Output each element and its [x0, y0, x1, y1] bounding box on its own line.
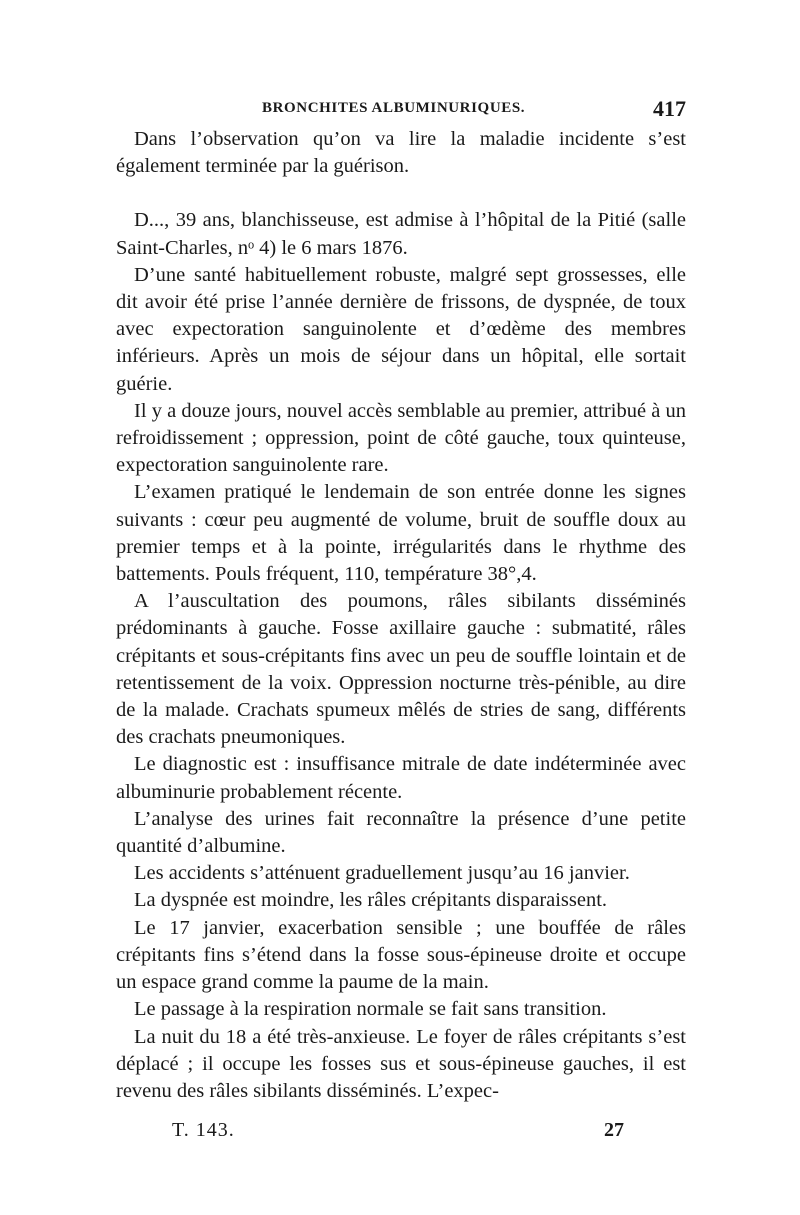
paragraph: Il y a douze jours, nouvel accès semblable au premier, attribué à un refroidissement ; oppression, point de côté gauche, toux quinteuse, expectoration sanguinolente rare. — [116, 399, 686, 477]
paragraph: Le 17 janvier, exacerbation sensible ; une bouffée de râles crépitants fins s’étend dans la fosse sous-épineuse droite et occupe un espace grand comme la paume de la main. — [116, 916, 686, 994]
paragraph: Dans l’observation qu’on va lire la maladie incidente s’est également terminée par la guérison. — [116, 128, 686, 178]
paragraph: D..., 39 ans, blanchisseuse, est admise à l’hôpital de la Pitié (salle Saint-Charles, nᵒ 4) le 6 mars 1876. — [116, 209, 686, 259]
paragraph: La dyspnée est moindre, les râles crépitants disparaissent. — [134, 889, 608, 912]
paragraph: L’examen pratiqué le lendemain de son entrée donne les signes suivants : cœur peu augmenté de volume, bruit de souffle doux au premier temps et à la pointe, irrégularités dans le rhythme des battements. Pouls fréquent, 110, température 38°,4. — [116, 481, 686, 586]
signature-mark: T. 143. — [172, 1119, 235, 1141]
body-text — [116, 126, 686, 1105]
signature-number: 27 — [604, 1119, 624, 1141]
paragraph: L’analyse des urines fait reconnaître la présence d’une petite quantité d’albumine. — [116, 807, 686, 858]
paragraph: Le passage à la respiration normale se fait sans transition. — [134, 998, 607, 1021]
running-title: BRONCHITES ALBUMINURIQUES. — [262, 100, 526, 116]
paragraph: Le diagnostic est : insuffisance mitrale de date indéterminée avec albuminurie probablement récente. — [116, 753, 686, 803]
paragraph: D’une santé habituellement robuste, malgré sept grossesses, elle dit avoir été prise l’année dernière de frissons, de dyspnée, de toux avec expectoration sanguinolente et d’œdème des membres inférieurs. Après un mois de séjour dans un hôpital, elle sortait guérie. — [116, 263, 686, 395]
paragraph: La nuit du 18 a été très-anxieuse. Le foyer de râles crépitants s’est déplacé ; il occupe les fosses sus et sous-épineuse gauches, il est revenu des râles sibilants disséminés. L’expec- — [116, 1025, 686, 1102]
page-number: 417 — [653, 96, 686, 121]
running-head — [116, 96, 686, 126]
page-footer — [116, 1119, 686, 1149]
paragraph: Les accidents s’atténuent graduellement jusqu’au 16 janvier. — [134, 862, 630, 885]
paragraph: A l’auscultation des poumons, râles sibilants disséminés prédominants à gauche. Fosse axillaire gauche : submatité, râles crépitants et sous-crépitants fins avec un peu de souffle lointain et de retentissement de la voix. Oppression nocturne très-pénible, au dire de la malade. Crachats spumeux mêlés de stries de sang, différents des crachats pneumoniques. — [116, 590, 686, 749]
